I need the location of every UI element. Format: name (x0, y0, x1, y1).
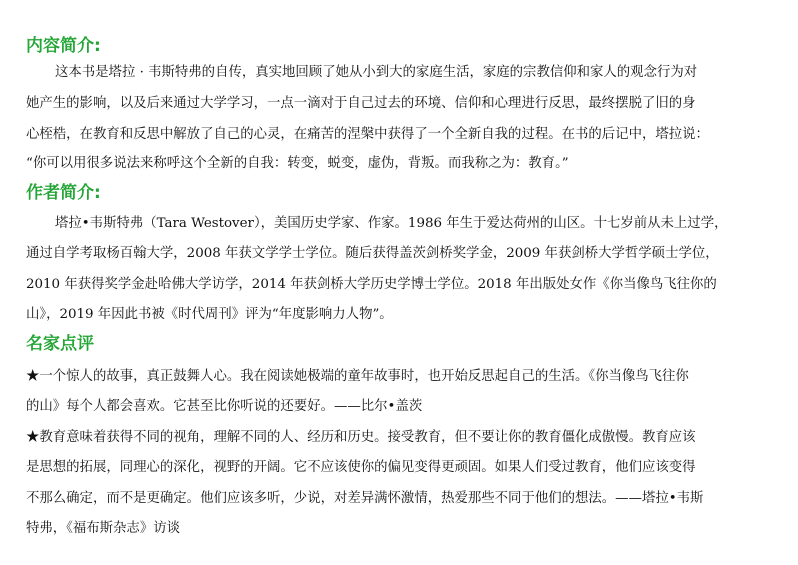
intro-line: 她产生的影响，以及后来通过大学学习，一点一滴对于自己过去的环境、信仰和心理进行反思，最终摆脱了旧的身 (26, 96, 696, 111)
reviews-heading: 名家点评 (26, 334, 94, 354)
review-line: 的山》每个人都会喜欢。它甚至比你听说的还要好。——比尔•盖茨 (26, 399, 423, 414)
intro-line: 这本书是塔拉 · 韦斯特弗的自传，真实地回顾了她从小到大的家庭生活，家庭的宗教信仰和家人的观念行为对 (55, 65, 698, 80)
intro-heading: 内容简介: (26, 36, 101, 56)
author-heading: 作者简介: (26, 183, 101, 203)
review-line: 是思想的拓展，同理心的深化，视野的开阔。它不应该使你的偏见变得更顽固。如果人们受过教育，他们应该变得 (26, 460, 696, 475)
author-line: 塔拉•韦斯特弗（Tara Westover），美国历史学家、作家。1986 年生于爱达荷州的山区。十七岁前从未上过学， (55, 216, 728, 231)
intro-line: 心桎梏，在教育和反思中解放了自己的心灵，在痛苦的涅槃中获得了一个全新自我的过程。在书的后记中，塔拉说： (26, 127, 709, 142)
review-line: ★教育意味着获得不同的视角，理解不同的人、经历和历史。接受教育，但不要让你的教育僵化成傲慢。教育应该 (26, 430, 696, 445)
review-line: ★一个惊人的故事，真正鼓舞人心。我在阅读她极端的童年故事时，也开始反思起自己的生活。《你当像鸟飞往你 (26, 369, 689, 384)
review-line: 不那么确定，而不是更确定。他们应该多听，少说，对差异满怀激情，热爱那些不同于他们的想法。——塔拉•韦斯 (26, 491, 704, 506)
review-line: 特弗，《福布斯杂志》访谈 (26, 521, 180, 536)
author-line: 2010 年获得奖学金赴哈佛大学访学，2014 年获剑桥大学历史学博士学位。2018 年出版处女作《你当像鸟飞往你的 (26, 277, 717, 292)
author-line: 通过自学考取杨百翰大学，2008 年获文学学士学位。随后获得盖茨剑桥奖学金，2009 年获剑桥大学哲学硕士学位， (26, 246, 719, 261)
intro-line: “你可以用很多说法来称呼这个全新的自我：转变，蜕变，虚伪，背叛。而我称之为：教育。” (26, 156, 569, 171)
author-line: 山》，2019 年因此书被《时代周刊》评为“年度影响力人物”。 (26, 307, 393, 322)
